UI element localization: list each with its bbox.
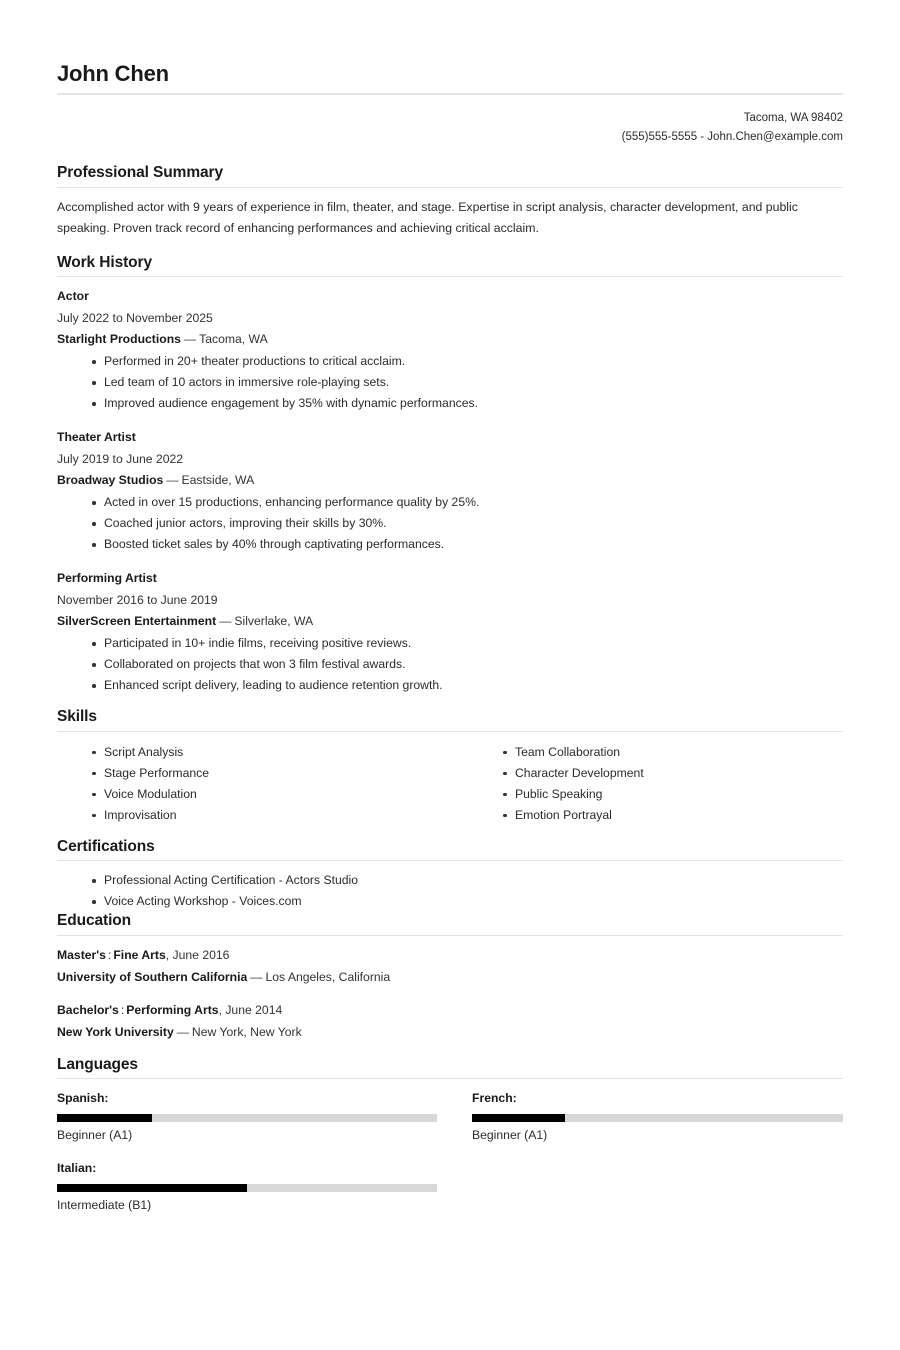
job-bullet: Coached junior actors, improving their skills by 30%. bbox=[57, 513, 843, 534]
language-level: Intermediate (B1) bbox=[57, 1197, 152, 1212]
skill-item: Character Development bbox=[468, 763, 843, 784]
section-work-history bbox=[57, 254, 843, 697]
job-dates: July 2019 to June 2022 bbox=[57, 451, 184, 466]
job-bullet: Improved audience engagement by 35% with dynamic performances. bbox=[57, 393, 843, 414]
job-bullet: Collaborated on projects that won 3 film festival awards. bbox=[57, 654, 843, 675]
separator-dash: — bbox=[183, 332, 197, 347]
job-title: Performing Artist bbox=[57, 571, 157, 586]
section-professional-summary bbox=[57, 164, 843, 240]
language-proficiency-bar bbox=[472, 1114, 843, 1122]
job-bullet: Acted in over 15 productions, enhancing performance quality by 25%. bbox=[57, 492, 843, 513]
language-proficiency-bar bbox=[57, 1184, 437, 1192]
language-name: French: bbox=[472, 1091, 517, 1106]
resume-header bbox=[57, 62, 843, 147]
section-title-education: Education bbox=[57, 912, 132, 930]
language-proficiency-fill bbox=[57, 1114, 152, 1122]
education-field: Performing Arts bbox=[126, 1003, 219, 1018]
job-location: Tacoma, WA bbox=[199, 332, 268, 347]
section-divider bbox=[57, 935, 843, 936]
section-divider bbox=[57, 731, 843, 732]
language-level: Beginner (A1) bbox=[57, 1127, 133, 1142]
education-date: , June 2014 bbox=[218, 1003, 283, 1018]
job-bullet-list bbox=[57, 351, 843, 414]
education-school: New York University bbox=[57, 1025, 174, 1040]
skills-column-right bbox=[450, 741, 843, 826]
education-entry bbox=[57, 945, 843, 988]
education-degree-line bbox=[57, 1000, 843, 1022]
section-languages bbox=[57, 1056, 843, 1228]
separator-dash: — bbox=[250, 969, 263, 984]
header-divider bbox=[57, 93, 843, 95]
education-degree: Bachelor's bbox=[57, 1003, 119, 1018]
separator-dash: — bbox=[176, 1025, 189, 1040]
summary-text: Accomplished actor with 9 years of experience in film, theater, and stage. Expertise in script analysis, character development, and public speaking. Proven track record of enhancing performances and achieving critical acclaim. bbox=[57, 199, 798, 236]
section-divider bbox=[57, 860, 843, 861]
job-bullet-list bbox=[57, 633, 843, 696]
section-title-skills: Skills bbox=[57, 708, 97, 726]
job-location: Silverlake, WA bbox=[234, 614, 314, 628]
language-entry bbox=[57, 1158, 450, 1215]
section-certifications bbox=[57, 838, 843, 913]
education-separator: : bbox=[107, 947, 112, 962]
education-school-line bbox=[57, 1022, 843, 1044]
job-company: SilverScreen Entertainment bbox=[57, 614, 217, 628]
education-school: University of Southern California bbox=[57, 969, 248, 984]
section-title-certifications: Certifications bbox=[57, 837, 155, 855]
certification-item: Voice Acting Workshop - Voices.com bbox=[57, 891, 843, 912]
skill-item: Public Speaking bbox=[468, 784, 843, 805]
education-location: New York, New York bbox=[191, 1025, 302, 1040]
section-title-languages: Languages bbox=[57, 1055, 138, 1073]
section-title-summary: Professional Summary bbox=[57, 164, 223, 182]
skill-item: Voice Modulation bbox=[57, 784, 450, 805]
separator-dash: — bbox=[219, 614, 232, 628]
education-separator: : bbox=[120, 1003, 125, 1018]
education-degree-line bbox=[57, 945, 843, 967]
work-entry bbox=[57, 427, 843, 555]
job-bullet: Led team of 10 actors in immersive role-playing sets. bbox=[57, 372, 843, 393]
skills-column-left bbox=[57, 741, 450, 826]
job-company: Starlight Productions bbox=[57, 332, 181, 347]
skill-item: Stage Performance bbox=[57, 763, 450, 784]
education-degree: Master's bbox=[57, 947, 106, 962]
certification-item: Professional Acting Certification - Actors Studio bbox=[57, 870, 843, 891]
work-entry bbox=[57, 568, 843, 696]
language-entry bbox=[57, 1088, 450, 1145]
job-company-line bbox=[57, 329, 843, 350]
section-skills bbox=[57, 708, 843, 826]
language-proficiency-fill bbox=[472, 1114, 565, 1122]
skill-item: Emotion Portrayal bbox=[468, 805, 843, 826]
job-company-line bbox=[57, 470, 843, 491]
education-entry bbox=[57, 1000, 843, 1043]
job-location: Eastside, WA bbox=[181, 473, 255, 488]
job-bullet: Enhanced script delivery, leading to audience retention growth. bbox=[57, 675, 843, 696]
skills-list bbox=[57, 742, 450, 826]
job-dates: July 2022 to November 2025 bbox=[57, 310, 213, 325]
education-field: Fine Arts bbox=[113, 947, 166, 962]
language-proficiency-fill bbox=[57, 1184, 247, 1192]
certifications-list bbox=[57, 870, 843, 912]
job-bullet: Participated in 10+ indie films, receiving positive reviews. bbox=[57, 633, 843, 654]
language-name: Italian: bbox=[57, 1161, 97, 1176]
education-date: , June 2016 bbox=[165, 947, 230, 962]
job-bullet: Performed in 20+ theater productions to critical acclaim. bbox=[57, 351, 843, 372]
skill-item: Script Analysis bbox=[57, 742, 450, 763]
section-divider bbox=[57, 276, 843, 277]
languages-grid bbox=[57, 1088, 843, 1228]
contact-block bbox=[57, 109, 843, 147]
section-education bbox=[57, 912, 843, 1043]
language-entry bbox=[450, 1088, 843, 1145]
language-level: Beginner (A1) bbox=[472, 1127, 548, 1142]
skill-item: Improvisation bbox=[57, 805, 450, 826]
separator-dash: — bbox=[166, 473, 179, 488]
skill-item: Team Collaboration bbox=[468, 742, 843, 763]
contact-phone-email: (555)555-5555 - John.Chen@example.com bbox=[621, 131, 843, 144]
skills-list bbox=[468, 742, 843, 826]
job-title: Theater Artist bbox=[57, 430, 136, 445]
section-title-work-history: Work History bbox=[57, 253, 152, 271]
language-proficiency-bar bbox=[57, 1114, 437, 1122]
job-company: Broadway Studios bbox=[57, 473, 164, 488]
section-divider bbox=[57, 187, 843, 188]
job-bullet: Boosted ticket sales by 40% through captivating performances. bbox=[57, 534, 843, 555]
education-school-line bbox=[57, 967, 843, 989]
language-name: Spanish: bbox=[57, 1091, 109, 1106]
contact-address: Tacoma, WA 98402 bbox=[743, 112, 843, 125]
work-entry bbox=[57, 286, 843, 414]
job-dates: November 2016 to June 2019 bbox=[57, 592, 218, 607]
education-location: Los Angeles, California bbox=[265, 969, 391, 984]
job-title: Actor bbox=[57, 289, 89, 304]
job-bullet-list bbox=[57, 492, 843, 555]
job-company-line bbox=[57, 611, 843, 632]
skills-columns bbox=[57, 741, 843, 826]
candidate-name: John Chen bbox=[57, 61, 169, 86]
section-divider bbox=[57, 1078, 843, 1079]
